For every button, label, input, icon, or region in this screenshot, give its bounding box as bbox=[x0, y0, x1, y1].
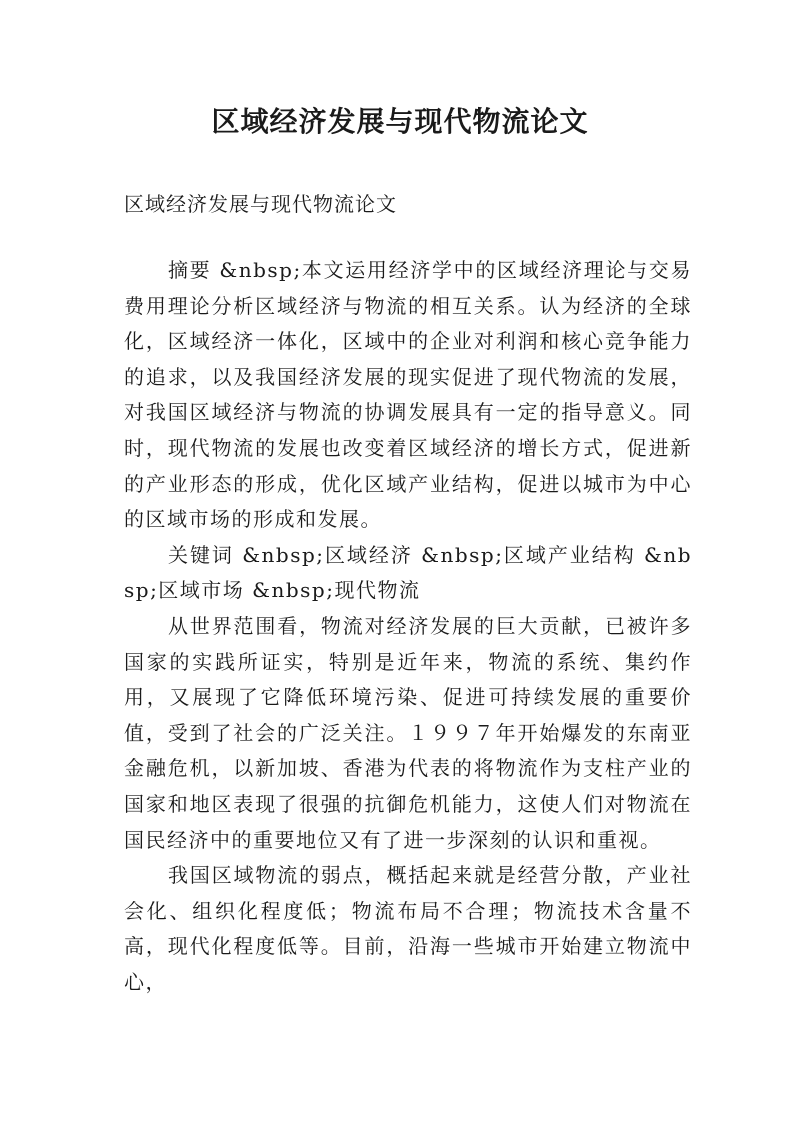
abstract-paragraph: 摘要 &nbsp;本文运用经济学中的区域经济理论与交易费用理论分析区域经济与物流的相互关系。认为经济的全球化，区域经济一体化，区域中的企业对利润和核心竞争能力的追求，以及我国经济发展的现实促进了现代物流的发展，对我国区域经济与物流的协调发展具有一定的指导意义。同时，现代物流的发展也改变着区域经济的增长方式，促进新的产业形态的形成，优化区域产业结构，促进以城市为中心的区域市场的形成和发展。 bbox=[124, 258, 692, 532]
body-paragraph: 我国区域物流的弱点，概括起来就是经营分散，产业社会化、组织化程度低；物流布局不合理；物流技术含量不高，现代化程度低等。目前，沿海一些城市开始建立物流中心， bbox=[124, 863, 692, 994]
body-paragraph: 从世界范围看，物流对经济发展的巨大贡献，已被许多国家的实践所证实，特别是近年来，物流的系统、集约作用，又展现了它降低环境污染、促进可持续发展的重要价值，受到了社会的广泛关注。１９９７年开始爆发的东南亚金融危机，以新加坡、香港为代表的将物流作为支柱产业的国家和地区表现了很强的抗御危机能力，这使人们对物流在国民经济中的重要地位又有了进一步深刻的认识和重视。 bbox=[124, 613, 692, 852]
page-title: 区域经济发展与现代物流论文 bbox=[211, 105, 589, 138]
document-subtitle: 区域经济发展与现代物流论文 bbox=[124, 192, 397, 216]
keywords-paragraph: 关键词 &nbsp;区域经济 &nbsp;区域产业结构 &nbsp;区域市场 &nbsp;现代物流 bbox=[124, 542, 692, 603]
document-body bbox=[124, 253, 692, 1000]
